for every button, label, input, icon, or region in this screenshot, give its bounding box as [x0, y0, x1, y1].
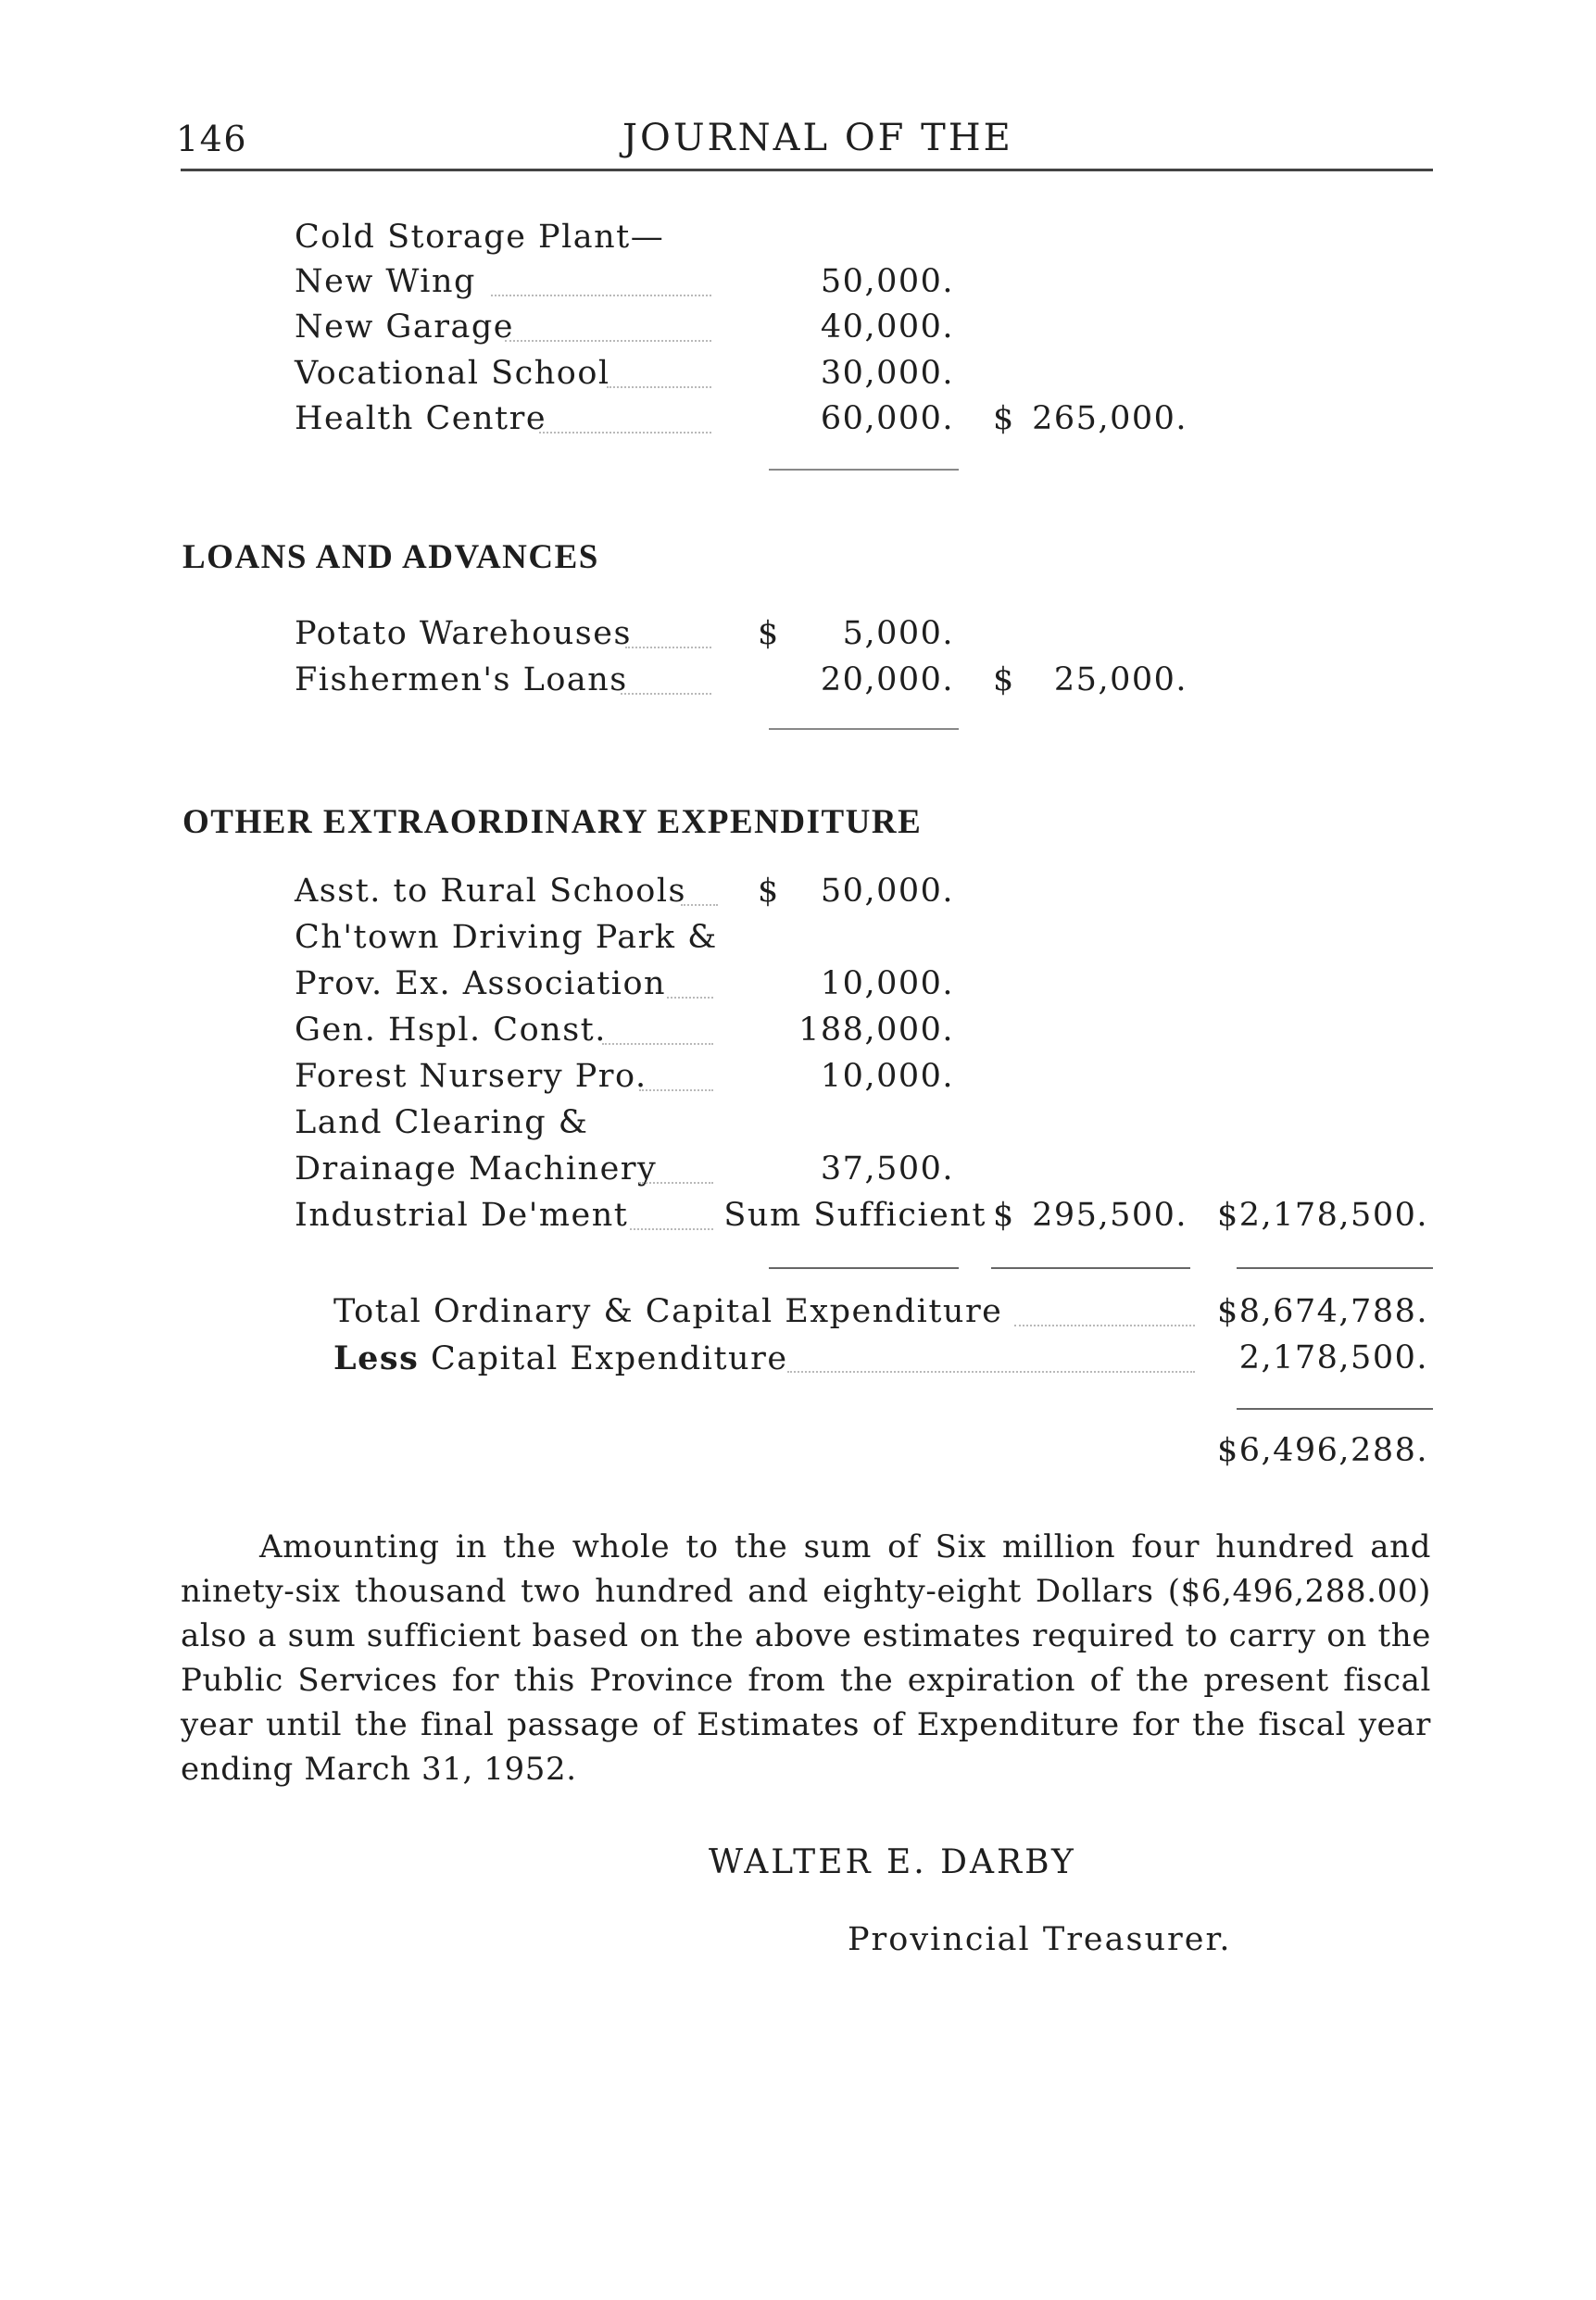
other-total-symbol: $	[993, 1197, 1015, 1234]
leader-dots	[639, 1089, 713, 1091]
loans-row-amount: 20,000.	[820, 661, 954, 698]
other-row-amount: 188,000.	[798, 1012, 954, 1049]
capital-row-amount: 30,000.	[820, 355, 954, 392]
other-heading: OTHER EXTRAORDINARY EXPENDITURE	[182, 803, 923, 841]
leader-dots	[681, 904, 718, 906]
other-row-label: Gen. Hspl. Const.	[295, 1012, 607, 1049]
capital-total: 265,000.	[1032, 400, 1188, 437]
leader-dots	[621, 693, 711, 695]
other-row-label: Ch'town Driving Park &	[295, 919, 718, 956]
other-row-label: Forest Nursery Pro.	[295, 1058, 647, 1095]
subtotal-rule	[769, 728, 959, 730]
leader-dots	[630, 1228, 713, 1230]
subtotal-rule	[769, 469, 959, 471]
loans-heading: LOANS AND ADVANCES	[182, 538, 599, 576]
other-row-label: Prov. Ex. Association	[295, 965, 667, 1002]
resolution-paragraph: Amounting in the whole to the sum of Six million four hundred and ninety-six thousand two hundred and eighty-eight Dollars ($6,496,288.00) also a sum sufficient based on the above estimates required to carry on the Public Services for this Province from the expiration of the present fiscal year until the final passage of Estimates of Expenditure for the fiscal year ending March 31, 1952.	[181, 1528, 1431, 1788]
capital-row-label: Vocational School	[295, 355, 610, 392]
leader-dots	[639, 1182, 713, 1184]
other-row-label: Drainage Machinery	[295, 1150, 658, 1188]
leader-dots	[667, 997, 713, 999]
net-total: $6,496,288.	[1216, 1432, 1428, 1469]
other-row-amount: 10,000.	[820, 965, 954, 1002]
summary-amount: 2,178,500.	[1238, 1339, 1428, 1376]
loans-total: 25,000.	[1053, 661, 1188, 698]
loans-row-label: Potato Warehouses	[295, 615, 632, 652]
capital-row-amount: 40,000.	[820, 308, 954, 346]
other-row-label: Asst. to Rural Schools	[295, 873, 687, 910]
capital-grand-total: $2,178,500.	[1216, 1197, 1428, 1234]
capital-row-label: Health Centre	[295, 400, 547, 437]
leader-dots	[607, 386, 711, 388]
signature-name: WALTER E. DARBY	[709, 1843, 1076, 1881]
other-row-symbol: $	[758, 873, 780, 910]
total-rule	[1237, 1267, 1433, 1269]
capital-row-label: New Garage	[295, 308, 514, 346]
summary-amount: $8,674,788.	[1216, 1293, 1428, 1330]
loans-row-amount: 5,000.	[842, 615, 954, 652]
leader-dots	[539, 432, 711, 434]
other-row-label: Land Clearing &	[295, 1104, 589, 1141]
total-rule	[1237, 1408, 1433, 1410]
capital-row-amount: 60,000.	[820, 400, 954, 437]
capital-row-label: New Wing	[295, 263, 476, 300]
running-title: JOURNAL OF THE	[622, 117, 1013, 159]
other-row-amount: 37,500.	[820, 1150, 954, 1188]
other-row-amount: Sum Sufficient	[723, 1197, 987, 1234]
subtotal-rule	[769, 1267, 959, 1269]
summary-label: Total Ordinary & Capital Expenditure	[333, 1293, 1003, 1330]
capital-group-label: Cold Storage Plant—	[295, 219, 665, 256]
leader-dots	[1014, 1325, 1195, 1326]
other-row-amount: 50,000.	[820, 873, 954, 910]
loans-row-label: Fishermen's Loans	[295, 661, 628, 698]
leader-dots	[491, 295, 711, 296]
other-row-amount: 10,000.	[820, 1058, 954, 1095]
loans-row-symbol: $	[758, 615, 780, 652]
capital-total-symbol: $	[993, 400, 1015, 437]
other-total: 295,500.	[1032, 1197, 1188, 1234]
leader-dots	[625, 647, 711, 648]
leader-dots	[505, 340, 711, 342]
loans-total-symbol: $	[993, 661, 1015, 698]
subtotal-rule	[991, 1267, 1190, 1269]
summary-prefix: Less	[333, 1339, 420, 1377]
header-rule	[181, 169, 1433, 171]
signature-title: Provincial Treasurer.	[848, 1921, 1232, 1958]
leader-dots	[602, 1043, 713, 1045]
page-number: 146	[176, 119, 248, 159]
leader-dots	[787, 1371, 1195, 1373]
other-row-label: Industrial De'ment	[295, 1197, 629, 1234]
capital-row-amount: 50,000.	[820, 263, 954, 300]
summary-label: Capital Expenditure	[430, 1340, 788, 1377]
